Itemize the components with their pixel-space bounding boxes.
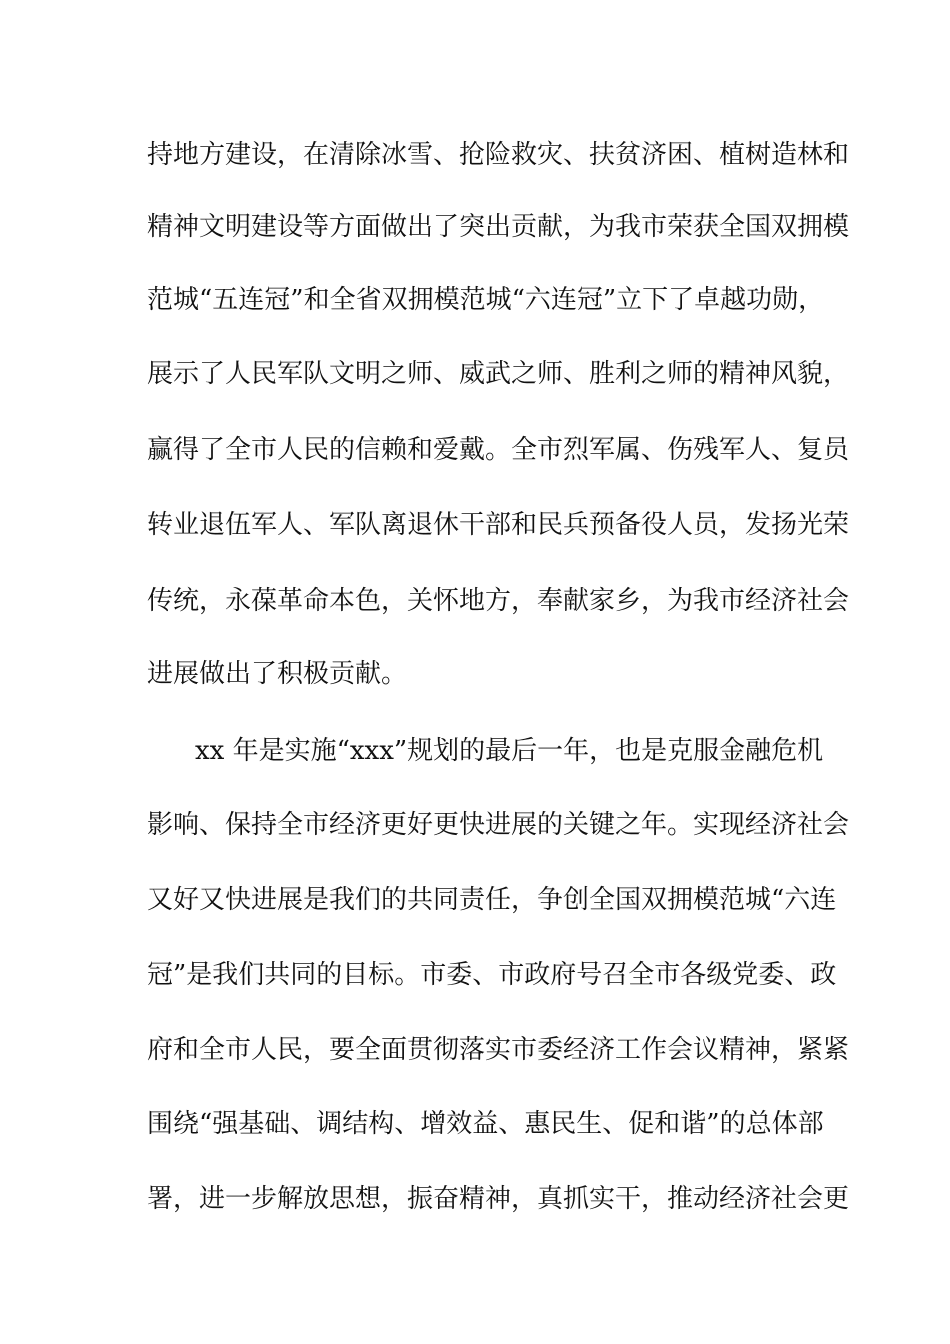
paragraph-first-line: xx 年是实施“xxx”规划的最后一年，也是克服金融危机 [195, 736, 824, 766]
text-line: 转业退伍军人、军队离退休干部和民兵预备役人员，发扬光荣 [147, 510, 850, 540]
text-line: 围绕“强基础、调结构、增效益、惠民生、促和谐”的总体部 [147, 1109, 824, 1139]
text-line: 又好又快进展是我们的共同责任，争创全国双拥模范城“六连 [147, 885, 837, 915]
text-line: 范城“五连冠”和全省双拥模范城“六连冠”立下了卓越功勋， [147, 285, 825, 315]
text-line: 展示了人民军队文明之师、威武之师、胜利之师的精神风貌， [147, 359, 850, 389]
text-line: 赢得了全市人民的信赖和爱戴。全市烈军属、伤残军人、复员 [147, 435, 850, 465]
text-line: 府和全市人民，要全面贯彻落实市委经济工作会议精神，紧紧 [147, 1035, 850, 1065]
text-line: 进展做出了积极贡献。 [147, 659, 408, 689]
text-line: 署，进一步解放思想，振奋精神，真抓实干，推动经济社会更 [147, 1184, 850, 1214]
text-line: 持地方建设，在清除冰雪、抢险救灾、扶贫济困、植树造林和 [147, 140, 850, 170]
text-line: 冠”是我们共同的目标。市委、市政府号召全市各级党委、政 [147, 960, 837, 990]
text-line: 传统，永葆革命本色，关怀地方，奉献家乡，为我市经济社会 [147, 586, 850, 616]
text-line: 影响、保持全市经济更好更快进展的关键之年。实现经济社会 [147, 810, 850, 840]
text-line: 精神文明建设等方面做出了突出贡献，为我市荣获全国双拥模 [147, 212, 850, 242]
